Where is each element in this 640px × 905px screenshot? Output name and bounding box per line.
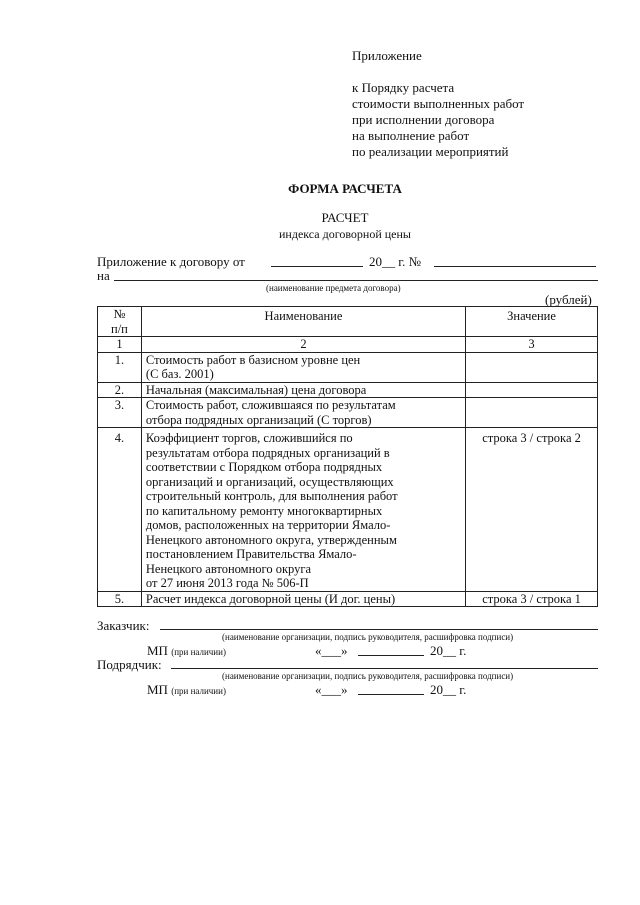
contract-subject-caption: (наименование предмета договора) <box>266 283 401 293</box>
table-row <box>98 382 598 398</box>
row-value[interactable] <box>466 398 598 428</box>
row-value: строка 3 / строка 2 <box>466 428 598 592</box>
contractor-label: Подрядчик: <box>97 657 162 672</box>
customer-sign-caption: (наименование организации, подпись руководителя, расшифровка подписи) <box>222 632 514 642</box>
mp-label: МП <box>147 682 168 697</box>
mp-note: (при наличии) <box>171 686 226 696</box>
appendix-line: при исполнении договора <box>352 112 495 127</box>
appendix-block <box>352 48 524 160</box>
contract-subject-field[interactable] <box>114 280 598 281</box>
mp-note: (при наличии) <box>171 647 226 657</box>
contractor-date-day: «___» <box>315 682 348 697</box>
customer-date-year: 20__ г. <box>430 643 467 658</box>
contract-number-field[interactable] <box>434 266 596 267</box>
customer-date-day: «___» <box>315 643 348 658</box>
row-name: Коэффициент торгов, сложившийся по результатам отбора подрядных организаций в соответствии с Порядком отбора подрядных организаций и организаций, осуществляющих строительный контроль, для выполнения работ по капитальному ремонту многоквартирных домов, расположенных на территории Ямало- Ненецкого автономного округа, утвержденным постановлением Правительства Ямало- Ненецкого автономного округа от 27 июня 2013 года № 506-П <box>141 428 465 592</box>
row-value[interactable] <box>466 352 598 382</box>
row-num: 3. <box>98 398 142 428</box>
colnum-2: 2 <box>141 337 465 353</box>
row-name: Стоимость работ, сложившаяся по результатам отбора подрядных организаций (С торгов) <box>141 398 465 428</box>
units-label: (рублей) <box>545 292 592 307</box>
table-row <box>98 398 598 428</box>
calc-title: РАСЧЕТ <box>321 210 369 225</box>
row-value[interactable] <box>466 382 598 398</box>
customer-label: Заказчик: <box>97 618 150 633</box>
table-row <box>98 428 598 592</box>
row-name: Расчет индекса договорной цены (И дог. цены) <box>141 591 465 607</box>
row-num: 2. <box>98 382 142 398</box>
mp-label: МП <box>147 643 168 658</box>
contract-year: 20__ г. № <box>369 254 422 269</box>
contractor-signature-field[interactable] <box>171 668 598 669</box>
appendix-line: к Порядку расчета <box>352 80 455 95</box>
contractor-date-month-field[interactable] <box>358 694 424 695</box>
contractor-sign-caption: (наименование организации, подпись руководителя, расшифровка подписи) <box>222 671 514 681</box>
header-value: Значение <box>466 307 598 337</box>
calculation-table <box>97 306 598 607</box>
contractor-date-year: 20__ г. <box>430 682 467 697</box>
contract-date-field[interactable] <box>271 266 363 267</box>
row-num: 1. <box>98 352 142 382</box>
row-num: 5. <box>98 591 142 607</box>
appendix-line: на выполнение работ <box>352 128 470 143</box>
table-colnum-row <box>98 337 598 353</box>
contractor-mp <box>147 682 226 698</box>
colnum-1: 1 <box>98 337 142 353</box>
contract-na: на <box>97 268 110 283</box>
table-header-row <box>98 307 598 337</box>
customer-signature-field[interactable] <box>160 629 598 630</box>
table-row <box>98 591 598 607</box>
row-num: 4. <box>98 428 142 592</box>
row-name: Начальная (максимальная) цена договора <box>141 382 465 398</box>
header-num: № п/п <box>98 307 142 337</box>
header-name: Наименование <box>141 307 465 337</box>
table-row <box>98 352 598 382</box>
appendix-title: Приложение <box>352 48 422 63</box>
appendix-line: стоимости выполненных работ <box>352 96 525 111</box>
colnum-3: 3 <box>466 337 598 353</box>
customer-date-month-field[interactable] <box>358 655 424 656</box>
contract-prefix: Приложение к договору от <box>97 254 245 269</box>
calc-subtitle: индекса договорной цены <box>279 227 411 241</box>
appendix-line: по реализации мероприятий <box>352 144 509 159</box>
form-title: ФОРМА РАСЧЕТА <box>288 181 402 196</box>
row-value: строка 3 / строка 1 <box>466 591 598 607</box>
row-name: Стоимость работ в базисном уровне цен (С баз. 2001) <box>141 352 465 382</box>
